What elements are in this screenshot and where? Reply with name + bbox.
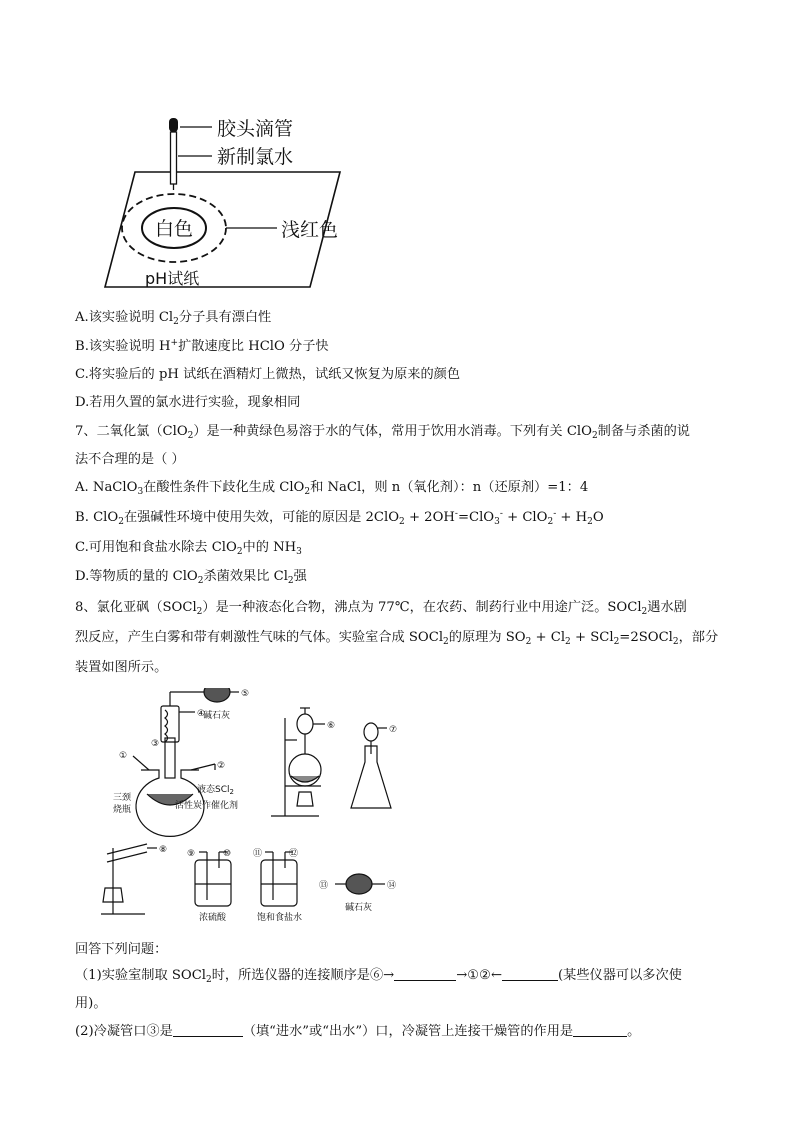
answer-blank-3[interactable] [173,1022,243,1037]
conical-flask [351,746,391,808]
label-n9: ⑨ [187,849,196,859]
q7-option-a: A. NaClO$_3$在酸性条件下歧化生成 ClO$_2$和 NaCl，则 n（氧化剂）：n（还原剂）=1：4 [75,480,589,497]
q6-option-d: D.若用久置的氯水进行实验，现象相同 [75,395,301,410]
answer-blank-1[interactable] [394,966,456,981]
soda-lime-bottom-label: 碱石灰 [345,903,373,913]
light-red-label: 浅红色 [281,219,339,241]
ph-paper-figure [85,112,355,292]
label-n1: ① [119,751,128,761]
q8-sub1-cont: 用)。 [75,996,107,1011]
chlorine-water-label: 新制氯水 [217,146,294,168]
q7-stem-cont: 法不合理的是（ ） [75,452,185,467]
q8-stem-cont: 烈反应，产生白雾和带有刺激性气味的气体。实验室合成 SOCl$_2$的原理为 $SO_2 + Cl_2$ + SCl$_2$=2SOCl$_2$，部分 [75,630,719,647]
label-n7: ⑦ [389,725,398,735]
label-n13: ⑬ [319,881,329,891]
q6-option-c: C.将实验后的 pH 试纸在酒精灯上微热，试纸又恢复为原来的颜色 [75,367,461,382]
q8-sub1: （1)实验室制取 SOCl$_2$时，所选仪器的连接顺序是⑥→ →①②← (某些仪器可以多次使 [75,968,682,985]
label-n10: ⑩ [223,849,232,859]
label-n6: ⑥ [327,721,336,731]
label-n11: ⑪ [253,849,263,859]
label-n5: ⑤ [241,689,250,699]
answer-blank-2[interactable] [502,966,558,981]
q7-option-b: B. ClO$_2$在强碱性环境中使用失效，可能的原因是 $2ClO_2 + 2OH^-=ClO_3^- + ClO_2^- + H_2O$ [75,509,604,527]
label-n2: ② [217,761,226,771]
q7-stem: 7、二氧化氯（ClO$_2$）是一种黄绿色易溶于水的气体，常用于饮用水消毒。下列有关 ClO$_2$制备与杀菌的说 [75,424,690,441]
label-n3: ③ [151,739,160,749]
liquid-scl2-label: 液态SCl$_2$ [197,785,234,796]
three-neck-label-a: 三颈 [113,793,132,803]
sat-brine-label: 饱和食盐水 [257,913,303,923]
dropper-label: 胶头滴管 [217,118,294,140]
q7-option-d: D.等物质的量的 ClO$_2$杀菌效果比 $Cl_2$强 [75,569,307,586]
carbon-catalyst-label: 活性炭作催化剂 [175,801,239,811]
dropper-bulb [169,118,178,132]
q7-option-c: C.可用饱和食盐水除去 ClO$_2$中的 $NH_3$ [75,540,302,557]
answer-intro: 回答下列问题： [75,942,168,957]
answer-blank-4[interactable] [573,1022,627,1037]
sat-brine-bottle [261,860,297,906]
condenser [161,706,179,742]
three-neck-label-b: 烧瓶 [113,805,132,815]
ph-paper-label: pH试纸 [145,269,200,288]
white-label: 白色 [154,218,194,240]
conc-h2so4-bottle [195,860,231,906]
q8-stem: 8、氯化亚砜（SOCl$_2$）是一种液态化合物，沸点为 77℃，在农药、制药行业中用途广泛。SOCl$_2$遇水剧 [75,600,687,617]
soda-lime-top-label: 碱石灰 [203,711,231,721]
apparatus-figure [95,688,425,923]
conc-h2so4-label: 浓硫酸 [199,913,227,923]
q8-stem-cont2: 装置如图所示。 [75,660,168,675]
q6-option-a: A.该实验说明 $Cl_2$分子具有漂白性 [75,310,272,327]
label-n12: ⑫ [289,849,299,859]
q8-sub2: (2)冷凝管口③是 （填“进水”或“出水”）口，冷凝管上连接干燥管的作用是 。 [75,1024,641,1039]
label-n8: ⑧ [159,845,168,855]
q6-option-b: B.该实验说明 H+扩散速度比 HClO 分子快 [75,338,329,354]
label-n14: ⑭ [387,881,397,891]
dropper-tube [171,132,177,184]
label-n4: ④ [197,709,206,719]
